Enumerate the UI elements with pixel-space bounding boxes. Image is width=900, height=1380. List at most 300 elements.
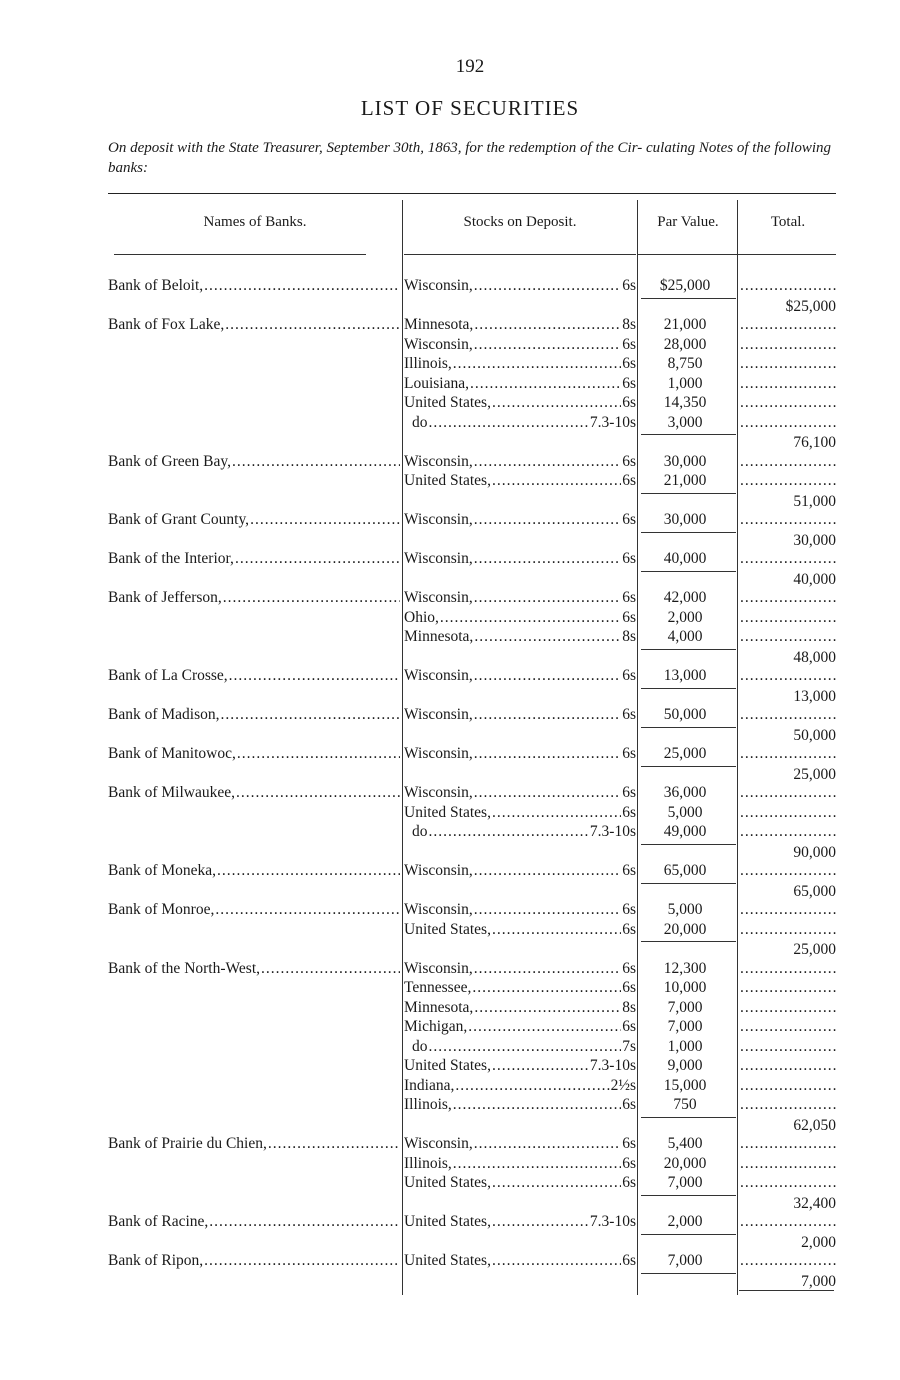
stock-entry-label: Wisconsin,	[404, 589, 473, 606]
par-value: 5,000	[667, 901, 703, 918]
total-leader-dots	[740, 608, 836, 627]
par-value: 9,000	[667, 1057, 703, 1074]
leader-dots	[473, 783, 622, 802]
bank-total: 40,000	[793, 570, 836, 588]
final-total-rule	[739, 1290, 834, 1291]
bank-name	[108, 666, 400, 685]
par-value: 36,000	[663, 784, 707, 801]
bank-total: 30,000	[793, 531, 836, 549]
stock-entry-label: Indiana,	[404, 1076, 455, 1094]
leader-dots	[467, 1017, 621, 1036]
header-rule	[638, 254, 737, 255]
stock-entry	[404, 1056, 636, 1075]
par-value: 12,300	[663, 959, 707, 977]
leader-dots	[473, 1134, 622, 1153]
total-leader-dots	[740, 1037, 836, 1056]
par-value: 4,000	[667, 628, 703, 645]
total-leader-dots	[740, 413, 836, 432]
bank-name	[108, 1251, 400, 1270]
leader-dots	[203, 276, 400, 295]
stock-entry	[404, 666, 636, 685]
leader-dots	[473, 666, 622, 685]
par-subtotal-rule	[641, 688, 736, 689]
stock-entry	[404, 803, 636, 822]
total-leader-dots	[740, 335, 836, 354]
leader-dots	[473, 744, 622, 763]
total-leader-dots	[740, 900, 836, 919]
stock-entry	[404, 276, 636, 295]
rate: 6s	[622, 1174, 636, 1191]
stock-entry	[404, 315, 636, 334]
bank-total: 62,050	[793, 1116, 836, 1134]
par-value: 1,000	[667, 374, 703, 392]
rate: 6s	[622, 452, 636, 470]
bank-name	[108, 549, 400, 568]
stock-entry-label: United States,	[404, 803, 491, 821]
par-value: 1,000	[667, 1037, 703, 1055]
leader-dots	[234, 549, 400, 568]
bank-name-label: Bank of Beloit,	[108, 277, 204, 294]
par-value: 50,000	[663, 706, 707, 723]
leader-dots	[491, 920, 621, 939]
stock-entry-label: Wisconsin,	[404, 335, 473, 353]
leader-dots	[267, 1134, 400, 1153]
par-value: 49,000	[663, 823, 707, 840]
rate: 6s	[622, 862, 636, 879]
par-subtotal-rule	[641, 727, 736, 728]
bank-total: 50,000	[793, 726, 836, 744]
par-value: 20,000	[663, 1154, 707, 1172]
header-bank: Names of Banks.	[203, 214, 307, 230]
page-title: LIST OF SECURITIES	[360, 96, 580, 120]
leader-dots	[235, 783, 400, 802]
par-value: 7,000	[667, 1174, 703, 1191]
bank-total: 25,000	[793, 765, 836, 783]
rate: 6s	[622, 1018, 636, 1035]
rate: 6s	[622, 472, 636, 489]
stock-entry-label: United States,	[404, 1057, 491, 1074]
par-value: 7,000	[667, 1018, 703, 1035]
rate: 6s	[622, 784, 636, 801]
stock-entry-label: Illinois,	[404, 1154, 452, 1172]
par-value: 30,000	[663, 452, 707, 470]
leader-dots	[216, 861, 400, 880]
par-value: 7,000	[667, 1252, 703, 1269]
stock-entry	[404, 1134, 636, 1153]
total-leader-dots	[740, 998, 836, 1017]
leader-dots	[473, 998, 621, 1017]
bank-name	[108, 705, 400, 724]
total-leader-dots	[740, 374, 836, 393]
stock-entry	[404, 471, 636, 490]
stock-entry-label: do	[412, 823, 428, 840]
par-subtotal-rule	[641, 493, 736, 494]
rate: 6s	[622, 901, 636, 918]
leader-dots	[249, 510, 400, 529]
total-leader-dots	[740, 1212, 836, 1231]
rate: 6s	[622, 589, 636, 606]
stock-entry-label: United States,	[404, 394, 491, 411]
rate: 6s	[622, 959, 636, 977]
bank-name-label: Bank of Jefferson,	[108, 589, 222, 606]
bank-name	[108, 276, 400, 295]
stock-entry	[404, 510, 636, 529]
stock-entry-label: Minnesota,	[404, 316, 474, 333]
stock-entry	[404, 1037, 636, 1056]
stock-entry-label: Michigan,	[404, 1018, 468, 1035]
total-leader-dots	[740, 452, 836, 471]
stock-entry-label: Wisconsin,	[404, 959, 473, 977]
leader-dots	[214, 900, 400, 919]
leader-dots	[473, 627, 621, 646]
stock-entry	[404, 335, 636, 354]
stock-entry	[404, 705, 636, 724]
leader-dots	[236, 744, 400, 763]
leader-dots	[231, 452, 400, 471]
stock-entry	[404, 393, 636, 412]
rate: 6s	[622, 803, 636, 821]
bank-name	[108, 1212, 400, 1231]
total-leader-dots	[740, 783, 836, 802]
bank-total: 25,000	[793, 941, 836, 958]
total-leader-dots	[740, 1095, 836, 1114]
stock-entry-label: Minnesota,	[404, 998, 474, 1016]
bank-name-label: Bank of Milwaukee,	[108, 784, 235, 801]
par-subtotal-rule	[641, 1195, 736, 1196]
page-number: 192	[455, 56, 485, 77]
total-leader-dots	[740, 1251, 836, 1270]
stock-entry	[404, 374, 636, 393]
rate: 6s	[622, 335, 636, 353]
bank-name	[108, 315, 400, 334]
stock-entry	[404, 900, 636, 919]
par-subtotal-rule	[641, 532, 736, 533]
par-value: 5,400	[667, 1135, 703, 1152]
rate: 6s	[622, 277, 636, 294]
header-rule	[114, 254, 366, 255]
par-value: 65,000	[663, 862, 707, 879]
stock-entry	[404, 1076, 636, 1095]
stock-entry	[404, 861, 636, 880]
bank-total: 2,000	[801, 1233, 836, 1251]
rate: 6s	[622, 745, 636, 762]
par-subtotal-rule	[641, 571, 736, 572]
leader-dots	[473, 959, 622, 978]
rate: 6s	[622, 667, 636, 684]
total-leader-dots	[740, 1154, 836, 1173]
stock-entry-label: Wisconsin,	[404, 862, 473, 879]
leader-dots	[491, 1056, 589, 1075]
par-subtotal-rule	[641, 1234, 736, 1235]
total-leader-dots	[740, 978, 836, 997]
stock-entry-label: Wisconsin,	[404, 452, 473, 470]
par-value: 28,000	[663, 335, 707, 353]
bank-total: 48,000	[793, 648, 836, 666]
stock-entry-label: Wisconsin,	[404, 511, 473, 528]
rate: 8s	[622, 628, 636, 645]
leader-dots	[491, 1173, 621, 1192]
total-leader-dots	[740, 959, 836, 978]
rate: 6s	[622, 394, 636, 411]
total-leader-dots	[740, 315, 836, 334]
bank-total: $25,000	[785, 297, 836, 315]
stock-entry-label: Wisconsin,	[404, 745, 473, 762]
bank-name-label: Bank of Racine,	[108, 1213, 209, 1230]
par-value: 750	[673, 1096, 697, 1113]
par-subtotal-rule	[641, 1117, 736, 1118]
bank-total: 76,100	[793, 434, 836, 451]
leader-dots	[260, 959, 400, 978]
leader-dots	[203, 1251, 400, 1270]
total-leader-dots	[740, 822, 836, 841]
leader-dots	[491, 471, 621, 490]
stock-entry	[404, 959, 636, 978]
leader-dots	[224, 315, 400, 334]
par-value: 20,000	[663, 920, 707, 938]
leader-dots	[491, 1251, 621, 1270]
rate: 2½s	[610, 1076, 636, 1094]
stock-entry	[404, 1251, 636, 1270]
leader-dots	[428, 1037, 622, 1056]
stock-entry	[404, 1154, 636, 1173]
stock-entry	[404, 998, 636, 1017]
total-leader-dots	[740, 276, 836, 295]
intro-text: On deposit with the State Treasurer, September 30th, 1863, for the redemption of the Cir- culating Notes of the following banks:	[108, 140, 831, 176]
stock-entry-label: Wisconsin,	[404, 901, 473, 918]
leader-dots	[491, 393, 621, 412]
leader-dots	[454, 1076, 609, 1095]
leader-dots	[208, 1212, 400, 1231]
bank-name-label: Bank of Madison,	[108, 706, 220, 723]
leader-dots	[491, 1212, 589, 1231]
header-par: Par Value.	[657, 214, 719, 230]
stock-entry-label: Ohio,	[404, 608, 439, 626]
leader-dots	[473, 900, 622, 919]
leader-dots	[473, 335, 622, 354]
bank-name	[108, 588, 400, 607]
bank-total: 7,000	[801, 1272, 836, 1290]
par-value: 10,000	[663, 979, 707, 996]
total-leader-dots	[740, 666, 836, 685]
stock-entry	[404, 1095, 636, 1114]
bank-name-label: Bank of Prairie du Chien,	[108, 1135, 267, 1152]
stock-entry-label: United States,	[404, 1174, 491, 1191]
stock-entry-label: Wisconsin,	[404, 277, 473, 294]
stock-entry	[404, 1212, 636, 1231]
bank-total: 51,000	[793, 492, 836, 510]
leader-dots	[473, 705, 622, 724]
stock-entry-label: do	[412, 1037, 428, 1055]
rate: 6s	[622, 1135, 636, 1152]
total-leader-dots	[740, 588, 836, 607]
par-subtotal-rule	[641, 844, 736, 845]
par-subtotal-rule	[641, 649, 736, 650]
rate: 6s	[622, 608, 636, 626]
rate: 7.3-10s	[589, 1057, 636, 1074]
stock-entry	[404, 608, 636, 627]
leader-dots	[452, 1095, 621, 1114]
stock-entry	[404, 920, 636, 939]
rate: 7.3-10s	[589, 413, 636, 431]
bank-name-label: Bank of Fox Lake,	[108, 316, 225, 333]
stock-entry-label: Louisiana,	[404, 374, 469, 392]
bank-name-label: Bank of the North-West,	[108, 959, 260, 977]
bank-total: 32,400	[793, 1194, 836, 1212]
total-leader-dots	[740, 1134, 836, 1153]
stock-entry-label: Minnesota,	[404, 628, 474, 645]
stock-entry-label: do	[412, 413, 428, 431]
total-leader-dots	[740, 920, 836, 939]
rate: 6s	[622, 706, 636, 723]
par-value: 21,000	[663, 472, 707, 489]
par-subtotal-rule	[641, 434, 736, 435]
rate: 6s	[622, 1154, 636, 1172]
stock-entry-label: Wisconsin,	[404, 667, 473, 684]
column-divider	[402, 200, 403, 1295]
stock-entry	[404, 783, 636, 802]
total-leader-dots	[740, 471, 836, 490]
leader-dots	[473, 315, 621, 334]
bank-name	[108, 452, 400, 471]
par-subtotal-rule	[641, 1273, 736, 1274]
bank-name	[108, 900, 400, 919]
leader-dots	[473, 588, 622, 607]
rate: 6s	[622, 979, 636, 996]
leader-dots	[473, 510, 622, 529]
bank-total: 90,000	[793, 843, 836, 861]
leader-dots	[491, 803, 621, 822]
bank-total: 65,000	[793, 882, 836, 900]
par-value: 3,000	[667, 413, 703, 431]
stock-entry	[404, 627, 636, 646]
leader-dots	[428, 822, 589, 841]
stock-entry	[404, 549, 636, 568]
rate: 6s	[622, 550, 636, 567]
par-subtotal-rule	[641, 766, 736, 767]
bank-name	[108, 959, 400, 978]
total-leader-dots	[740, 627, 836, 646]
header-stocks: Stocks on Deposit.	[463, 214, 577, 230]
par-value: 7,000	[667, 998, 703, 1016]
total-leader-dots	[740, 1017, 836, 1036]
bank-name-label: Bank of Ripon,	[108, 1252, 204, 1269]
leader-dots	[473, 452, 622, 471]
bank-name	[108, 1134, 400, 1153]
leader-dots	[471, 978, 621, 997]
stock-entry	[404, 588, 636, 607]
par-value: 5,000	[667, 803, 703, 821]
total-leader-dots	[740, 744, 836, 763]
total-leader-dots	[740, 1076, 836, 1095]
stock-entry-label: Illinois,	[404, 1096, 452, 1113]
bank-name-label: Bank of Monroe,	[108, 901, 215, 918]
stock-entry	[404, 413, 636, 432]
rate: 6s	[622, 920, 636, 938]
stock-entry-label: Wisconsin,	[404, 1135, 473, 1152]
stock-entry-label: Wisconsin,	[404, 784, 473, 801]
header-total: Total.	[770, 214, 806, 230]
par-value: 30,000	[663, 511, 707, 528]
leader-dots	[228, 666, 400, 685]
leader-dots	[473, 276, 622, 295]
bank-name	[108, 783, 400, 802]
leader-dots	[439, 608, 621, 627]
stock-entry	[404, 1017, 636, 1036]
bank-name-label: Bank of the Interior,	[108, 550, 234, 567]
rate: 7.3-10s	[589, 823, 636, 840]
total-leader-dots	[740, 510, 836, 529]
leader-dots	[452, 1154, 621, 1173]
rate: 6s	[622, 355, 636, 372]
bank-name	[108, 744, 400, 763]
par-subtotal-rule	[641, 941, 736, 942]
rate: 6s	[622, 374, 636, 392]
par-value: 25,000	[663, 745, 707, 762]
par-value: 42,000	[663, 589, 707, 606]
rate: 6s	[622, 1252, 636, 1269]
leader-dots	[469, 374, 621, 393]
stock-entry	[404, 354, 636, 373]
rate: 8s	[622, 998, 636, 1016]
column-divider	[637, 200, 638, 1295]
bank-name-label: Bank of Moneka,	[108, 862, 217, 879]
par-value: 15,000	[663, 1076, 707, 1094]
par-subtotal-rule	[641, 298, 736, 299]
total-leader-dots	[740, 1173, 836, 1192]
stock-entry-label: United States,	[404, 920, 491, 938]
leader-dots	[428, 413, 589, 432]
column-divider	[737, 200, 738, 1295]
par-value: 2,000	[667, 1213, 703, 1230]
leader-dots	[452, 354, 621, 373]
total-leader-dots	[740, 549, 836, 568]
leader-dots	[473, 861, 622, 880]
par-value: 13,000	[663, 667, 707, 684]
stock-entry-label: United States,	[404, 1252, 491, 1269]
total-leader-dots	[740, 354, 836, 373]
header-rule	[738, 254, 836, 255]
header-rule	[404, 254, 636, 255]
leader-dots	[473, 549, 622, 568]
bank-name-label: Bank of Manitowoc,	[108, 745, 236, 762]
rate: 8s	[622, 316, 636, 333]
par-value: $25,000	[659, 277, 711, 294]
stock-entry-label: Wisconsin,	[404, 550, 473, 567]
stock-entry	[404, 452, 636, 471]
par-value: 21,000	[663, 316, 707, 333]
stock-entry	[404, 822, 636, 841]
bank-name-label: Bank of La Crosse,	[108, 667, 228, 684]
bank-total: 13,000	[793, 687, 836, 705]
par-subtotal-rule	[641, 883, 736, 884]
total-leader-dots	[740, 861, 836, 880]
stock-entry-label: United States,	[404, 1213, 491, 1230]
par-value: 8,750	[667, 355, 703, 372]
stock-entry-label: Wisconsin,	[404, 706, 473, 723]
total-leader-dots	[740, 705, 836, 724]
stock-entry-label: Tennessee,	[404, 979, 472, 996]
leader-dots	[220, 705, 400, 724]
stock-entry	[404, 978, 636, 997]
bank-name	[108, 861, 400, 880]
leader-dots	[222, 588, 400, 607]
par-value: 2,000	[667, 608, 703, 626]
top-rule	[108, 193, 836, 194]
stock-entry	[404, 744, 636, 763]
total-leader-dots	[740, 1056, 836, 1075]
total-leader-dots	[740, 393, 836, 412]
bank-name-label: Bank of Grant County,	[108, 511, 250, 528]
